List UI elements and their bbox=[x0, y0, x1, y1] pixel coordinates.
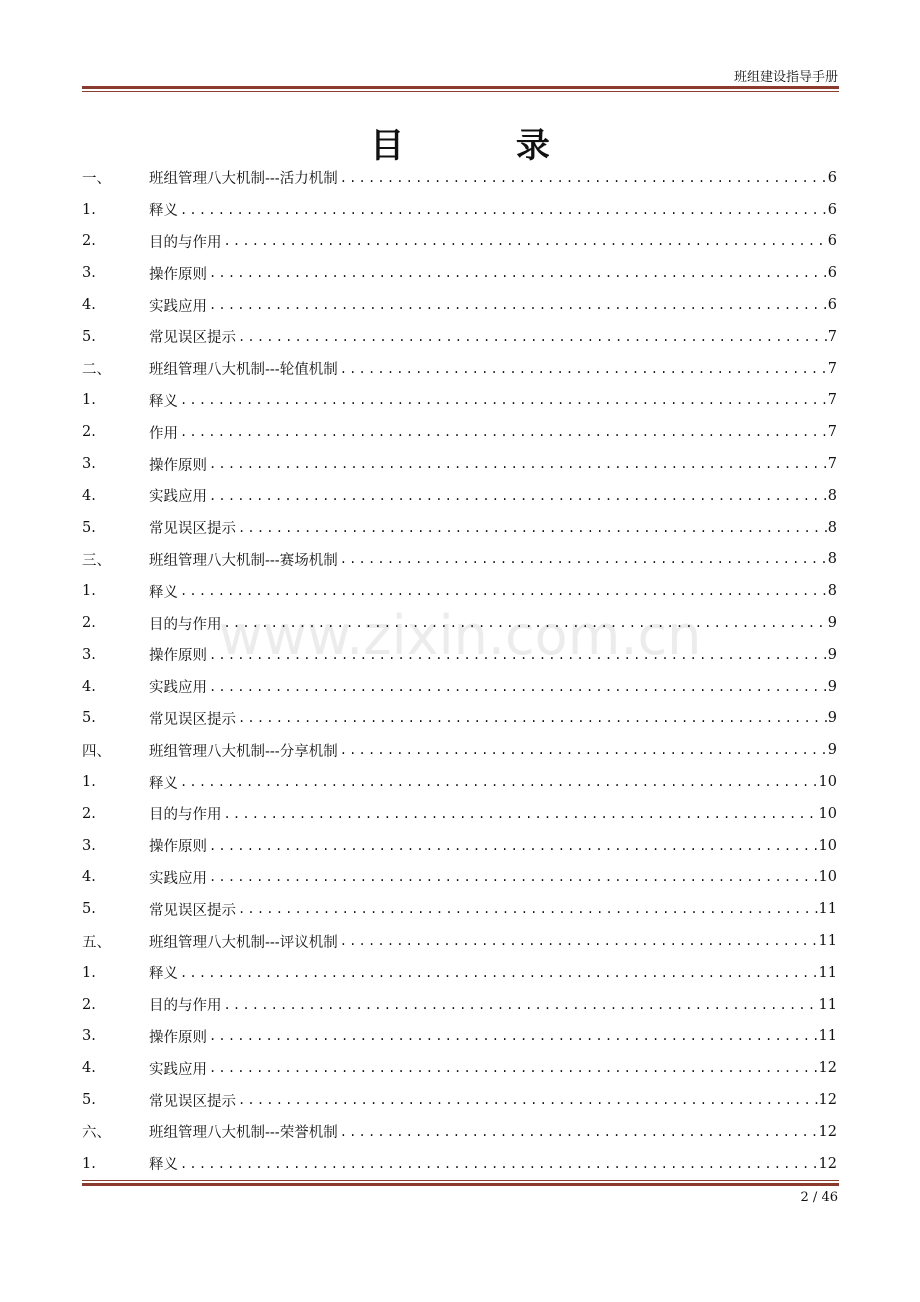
toc-leader-dots bbox=[338, 552, 827, 566]
toc-entry-page[interactable]: 11 bbox=[818, 996, 837, 1013]
toc-entry-title[interactable]: 释义 bbox=[149, 203, 178, 220]
toc-entry[interactable] bbox=[82, 1052, 837, 1084]
toc-entry[interactable] bbox=[82, 416, 837, 448]
toc-entry-number: 4. bbox=[82, 297, 96, 314]
toc-title: 目 录 bbox=[370, 126, 600, 166]
toc-entry-page[interactable]: 7 bbox=[827, 424, 837, 441]
toc-leader-dots bbox=[207, 298, 827, 312]
toc-leader-dots bbox=[207, 1029, 819, 1043]
toc-entry[interactable] bbox=[82, 226, 837, 258]
toc-leader-dots bbox=[236, 902, 819, 916]
toc-entry-page[interactable]: 6 bbox=[827, 201, 837, 218]
toc-entry-number: 1. bbox=[82, 774, 96, 791]
toc-entry-number: 五、 bbox=[82, 934, 111, 951]
toc-entry-number: 一、 bbox=[82, 171, 111, 188]
toc-leader-dots bbox=[338, 362, 827, 376]
toc-entry-number: 5. bbox=[82, 1092, 96, 1108]
toc-entry[interactable] bbox=[82, 703, 837, 735]
toc-entry-number: 3. bbox=[82, 265, 96, 282]
toc-entry-title[interactable]: 班组管理八大机制---分享机制 bbox=[149, 743, 338, 760]
toc-entry[interactable] bbox=[82, 766, 837, 798]
toc-entry-number: 2. bbox=[82, 615, 96, 632]
toc-entry-number: 二、 bbox=[82, 362, 111, 379]
toc-entry-title[interactable]: 实践应用 bbox=[149, 680, 207, 697]
toc-entry-title[interactable]: 释义 bbox=[149, 584, 178, 601]
toc-leader-dots bbox=[236, 330, 827, 344]
toc-entry-title[interactable]: 目的与作用 bbox=[149, 616, 222, 633]
toc-entry-title[interactable]: 常见误区提示 bbox=[149, 521, 236, 538]
toc-entry-title[interactable]: 班组管理八大机制---活力机制 bbox=[149, 171, 338, 188]
toc-entry-number: 2. bbox=[82, 996, 96, 1013]
toc-entry[interactable] bbox=[82, 1116, 837, 1148]
toc-entry-page[interactable]: 11 bbox=[818, 1028, 837, 1045]
toc-entry-page[interactable]: 8 bbox=[827, 487, 837, 504]
toc-entry[interactable] bbox=[82, 448, 837, 480]
toc-leader-dots bbox=[178, 203, 827, 217]
toc-entry-page[interactable]: 6 bbox=[827, 265, 837, 282]
toc-entry-number: 4. bbox=[82, 487, 96, 504]
toc-entry-number: 1. bbox=[82, 201, 96, 218]
toc-leader-dots bbox=[222, 807, 819, 821]
toc-leader-dots bbox=[207, 839, 819, 853]
toc-entry-title[interactable]: 释义 bbox=[149, 966, 178, 983]
toc-entry-title[interactable]: 释义 bbox=[149, 1157, 178, 1174]
toc-entry[interactable] bbox=[82, 353, 837, 385]
toc-entry-page[interactable]: 6 bbox=[827, 169, 837, 186]
toc-entry[interactable] bbox=[82, 385, 837, 417]
toc-entry-number: 1. bbox=[82, 583, 96, 600]
toc-entry-number: 四、 bbox=[82, 743, 111, 760]
toc-entry-page[interactable]: 8 bbox=[827, 583, 837, 600]
page-indicator: 2 / 46 bbox=[800, 1190, 838, 1205]
toc-entry[interactable] bbox=[82, 893, 837, 925]
toc-entry-title[interactable]: 常见误区提示 bbox=[149, 711, 236, 728]
toc-entry[interactable] bbox=[82, 321, 837, 353]
toc-entry-page[interactable]: 10 bbox=[818, 805, 837, 822]
toc-entry[interactable] bbox=[82, 830, 837, 862]
toc-entry[interactable] bbox=[82, 989, 837, 1021]
table-of-contents bbox=[82, 162, 837, 1180]
toc-entry-page[interactable]: 12 bbox=[818, 1092, 837, 1108]
footer-rule-thick bbox=[82, 1183, 839, 1186]
toc-entry-number: 1. bbox=[82, 392, 96, 409]
toc-leader-dots bbox=[222, 234, 828, 248]
toc-entry[interactable] bbox=[82, 671, 837, 703]
header-rule-thin bbox=[82, 91, 839, 92]
toc-entry-number: 5. bbox=[82, 710, 96, 727]
toc-entry-page[interactable]: 7 bbox=[827, 328, 837, 345]
toc-entry-number: 1. bbox=[82, 964, 96, 981]
toc-entry-number: 六、 bbox=[82, 1125, 111, 1142]
toc-entry[interactable] bbox=[82, 607, 837, 639]
toc-leader-dots bbox=[207, 680, 827, 694]
toc-entry-title[interactable]: 实践应用 bbox=[149, 870, 207, 887]
toc-leader-dots bbox=[178, 393, 827, 407]
toc-entry-title[interactable]: 释义 bbox=[149, 775, 178, 792]
toc-entry-number: 4. bbox=[82, 869, 96, 886]
toc-entry-number: 3. bbox=[82, 837, 96, 854]
toc-leader-dots bbox=[207, 1061, 819, 1075]
toc-leader-dots bbox=[222, 616, 828, 630]
toc-entry-title[interactable]: 目的与作用 bbox=[149, 998, 222, 1015]
toc-entry[interactable] bbox=[82, 639, 837, 671]
toc-entry-title[interactable]: 班组管理八大机制---评议机制 bbox=[149, 934, 338, 951]
toc-leader-dots bbox=[178, 775, 819, 789]
toc-entry-title[interactable]: 操作原则 bbox=[149, 266, 207, 283]
toc-entry[interactable] bbox=[82, 544, 837, 576]
toc-entry-page[interactable]: 10 bbox=[818, 869, 837, 886]
toc-entry-title[interactable]: 常见误区提示 bbox=[149, 902, 236, 919]
toc-leader-dots bbox=[338, 1125, 819, 1139]
toc-entry-title[interactable]: 实践应用 bbox=[149, 1061, 207, 1078]
toc-entry[interactable] bbox=[82, 925, 837, 957]
toc-entry[interactable] bbox=[82, 1021, 837, 1053]
toc-entry-number: 4. bbox=[82, 1060, 96, 1077]
toc-entry[interactable] bbox=[82, 480, 837, 512]
toc-leader-dots bbox=[178, 1157, 819, 1171]
toc-entry-title[interactable]: 操作原则 bbox=[149, 1029, 207, 1046]
toc-entry-number: 2. bbox=[82, 424, 96, 441]
toc-leader-dots bbox=[178, 584, 827, 598]
toc-entry-number: 1. bbox=[82, 1155, 96, 1172]
toc-entry-page[interactable]: 11 bbox=[818, 933, 837, 950]
toc-leader-dots bbox=[207, 489, 827, 503]
toc-entry-number: 4. bbox=[82, 678, 96, 695]
toc-entry[interactable] bbox=[82, 1084, 837, 1116]
toc-leader-dots bbox=[236, 711, 827, 725]
toc-leader-dots bbox=[236, 1093, 819, 1107]
toc-entry-title[interactable]: 班组管理八大机制---赛场机制 bbox=[149, 552, 338, 569]
toc-entry-number: 3. bbox=[82, 646, 96, 663]
toc-entry-page[interactable]: 9 bbox=[827, 646, 837, 663]
toc-entry-title[interactable]: 班组管理八大机制---轮值机制 bbox=[149, 362, 338, 379]
toc-entry-number: 2. bbox=[82, 233, 96, 250]
toc-leader-dots bbox=[236, 521, 827, 535]
toc-entry-page[interactable]: 12 bbox=[818, 1155, 837, 1172]
toc-entry-title[interactable]: 操作原则 bbox=[149, 839, 207, 856]
toc-entry-page[interactable]: 9 bbox=[827, 710, 837, 727]
toc-entry-page[interactable]: 12 bbox=[818, 1123, 837, 1140]
toc-entry-number: 2. bbox=[82, 805, 96, 822]
toc-entry[interactable] bbox=[82, 862, 837, 894]
toc-entry-page[interactable]: 9 bbox=[827, 678, 837, 695]
toc-entry-page[interactable]: 7 bbox=[827, 392, 837, 409]
toc-entry-page[interactable]: 9 bbox=[827, 742, 837, 759]
toc-entry-title[interactable]: 目的与作用 bbox=[149, 234, 222, 251]
toc-entry-number: 5. bbox=[82, 519, 96, 536]
toc-leader-dots bbox=[178, 425, 827, 439]
toc-entry[interactable] bbox=[82, 257, 837, 289]
toc-entry-title[interactable]: 操作原则 bbox=[149, 648, 207, 665]
toc-entry-number: 5. bbox=[82, 901, 96, 918]
toc-entry[interactable] bbox=[82, 798, 837, 830]
toc-entry-title[interactable]: 操作原则 bbox=[149, 457, 207, 474]
toc-leader-dots bbox=[207, 870, 819, 884]
toc-leader-dots bbox=[338, 171, 827, 185]
toc-entry[interactable] bbox=[82, 734, 837, 766]
toc-entry-page[interactable]: 11 bbox=[818, 964, 837, 981]
toc-entry-page[interactable]: 8 bbox=[827, 519, 837, 536]
toc-entry-number: 三、 bbox=[82, 552, 111, 569]
toc-leader-dots bbox=[207, 266, 827, 280]
toc-entry-page[interactable]: 9 bbox=[827, 615, 837, 632]
toc-entry-number: 5. bbox=[82, 328, 96, 345]
toc-entry[interactable] bbox=[82, 289, 837, 321]
toc-entry-page[interactable]: 7 bbox=[827, 360, 837, 377]
toc-entry-title[interactable]: 常见误区提示 bbox=[149, 330, 236, 347]
toc-entry-page[interactable]: 11 bbox=[818, 901, 837, 918]
toc-leader-dots bbox=[178, 966, 819, 980]
toc-entry-title[interactable]: 作用 bbox=[149, 425, 178, 442]
toc-entry-page[interactable]: 8 bbox=[827, 551, 837, 568]
toc-entry-page[interactable]: 6 bbox=[827, 297, 837, 314]
toc-entry[interactable] bbox=[82, 512, 837, 544]
toc-entry-title[interactable]: 实践应用 bbox=[149, 298, 207, 315]
toc-entry-title[interactable]: 班组管理八大机制---荣誉机制 bbox=[149, 1125, 338, 1142]
toc-leader-dots bbox=[222, 998, 819, 1012]
toc-entry-number: 3. bbox=[82, 456, 96, 473]
footer-rule-thin bbox=[82, 1180, 839, 1181]
toc-leader-dots bbox=[338, 743, 827, 757]
toc-entry-title[interactable]: 释义 bbox=[149, 393, 178, 410]
toc-entry[interactable] bbox=[82, 194, 837, 226]
toc-leader-dots bbox=[207, 457, 827, 471]
toc-entry-page[interactable]: 6 bbox=[827, 233, 837, 250]
toc-entry-page[interactable]: 7 bbox=[827, 456, 837, 473]
toc-entry[interactable] bbox=[82, 575, 837, 607]
toc-entry-title[interactable]: 实践应用 bbox=[149, 489, 207, 506]
toc-leader-dots bbox=[207, 648, 827, 662]
toc-entry[interactable] bbox=[82, 1148, 837, 1180]
toc-entry-page[interactable]: 12 bbox=[818, 1060, 837, 1077]
document-title: 班组建设指导手册 bbox=[733, 70, 838, 85]
toc-entry-page[interactable]: 10 bbox=[818, 837, 837, 854]
toc-entry-page[interactable]: 10 bbox=[818, 774, 837, 791]
header-rule-thick bbox=[82, 86, 839, 89]
toc-entry[interactable] bbox=[82, 957, 837, 989]
toc-entry-title[interactable]: 常见误区提示 bbox=[149, 1093, 236, 1110]
toc-entry-number: 3. bbox=[82, 1028, 96, 1045]
toc-leader-dots bbox=[338, 934, 819, 948]
toc-entry-title[interactable]: 目的与作用 bbox=[149, 807, 222, 824]
toc-entry[interactable] bbox=[82, 162, 837, 194]
watermark: www.zixin.com.cn bbox=[218, 604, 702, 667]
